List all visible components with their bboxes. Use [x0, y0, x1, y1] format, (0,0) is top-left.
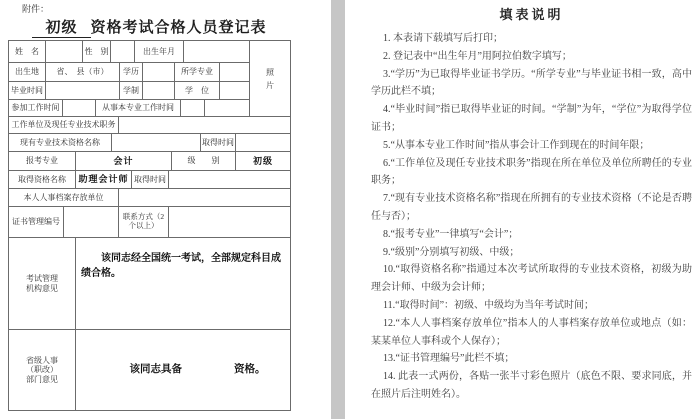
exam-major-label: 报考专业 [9, 152, 76, 170]
instruction-item: 11.“取得时间”：初级、中级均为当年考试时间； [383, 299, 595, 311]
cert-number-label: 证书管理编号 [9, 207, 64, 237]
prov-opinion-prefix: 该同志具备 [129, 363, 182, 375]
provincial-dept-opinion-label [9, 330, 76, 410]
table-row [9, 63, 249, 82]
table-row [9, 82, 249, 100]
work-start-time-input-cell[interactable] [63, 100, 96, 116]
contact-label: 联系方式（2个以上） [119, 207, 169, 237]
current-qualification-input-cell[interactable] [112, 134, 201, 151]
work-start-time-label: 参加工作时间 [9, 100, 63, 116]
instruction-item: 12.“本人人事档案存放单位”指本人的人事档案存放单位或地点（如：某某单位人事科或个人保存）； [371, 317, 692, 347]
cert-number-input-cell[interactable] [64, 207, 119, 237]
level-label: 级 别 [172, 152, 236, 170]
name-input-cell[interactable] [46, 41, 83, 62]
photo-placeholder-cell [249, 41, 290, 116]
graduation-time-input-cell[interactable] [46, 82, 120, 99]
photo-label: 照 [266, 67, 274, 77]
obtain-time-2-label: 取得时间 [132, 171, 169, 188]
instruction-item: 2. 登记表中“出生年月”用阿拉伯数字填写； [383, 50, 572, 62]
schooling-years-input-cell[interactable] [143, 82, 175, 99]
table-row [9, 330, 290, 410]
birth-place-label: 出生地 [9, 63, 46, 81]
page-divider [331, 0, 345, 419]
contact-input-cell[interactable] [169, 207, 290, 237]
prof-work-time-input-cell[interactable] [181, 100, 205, 116]
exam-org-label-line: 机构意见 [26, 283, 58, 293]
instruction-item: 6.“工作单位及现任专业技术职务”指现在所在单位及单位所聘任的专业职务； [371, 157, 692, 187]
birth-date-input-cell[interactable] [184, 41, 249, 62]
level-value: 初级 [252, 155, 273, 166]
instructions-list [371, 30, 692, 404]
form-title [8, 16, 291, 38]
registration-table [8, 40, 291, 411]
prof-work-time-input-cell-2[interactable] [205, 100, 249, 116]
instruction-item: 14. 此表一式两份，各贴一张半寸彩色照片（底色不限、要求同底，并在照片后注明姓名）。 [371, 371, 692, 400]
form-page [0, 0, 331, 419]
birth-place-input-cell[interactable]: 省、 县（市） [46, 63, 120, 81]
table-row [9, 171, 290, 189]
instruction-item: 3.“学历”为已取得毕业证书学历。“所学专业”与毕业证书相一致，高中学历此栏不填； [371, 68, 692, 98]
prof-work-time-label: 从事本专业工作时间 [96, 100, 181, 116]
graduation-time-label: 毕业时间 [9, 82, 46, 99]
major-studied-input-cell[interactable] [220, 63, 249, 81]
current-qualification-label: 现有专业技术资格名称 [9, 134, 112, 151]
exam-org-opinion-text: 该同志经全国统一考试，全部规定科目成绩合格。 [81, 253, 281, 279]
employer-title-input-cell[interactable] [119, 117, 290, 133]
degree-input-cell[interactable] [220, 82, 249, 99]
name-label: 姓 名 [9, 41, 46, 62]
table-row [9, 152, 290, 171]
table-row [9, 207, 290, 238]
instruction-item: 8.“报考专业”一律填写“会计”； [383, 228, 519, 240]
instruction-item: 13.“证书管理编号”此栏不填； [383, 353, 515, 365]
exam-major-value: 会计 [76, 152, 172, 170]
exam-org-label-line: 考试管理 [26, 274, 58, 284]
birth-date-label: 出生年月 [135, 41, 184, 62]
education-input-cell[interactable] [143, 63, 175, 81]
form-title-level-blank: 初级 [32, 16, 90, 38]
degree-label: 学 位 [175, 82, 220, 99]
archive-unit-label: 本人人事档案存放单位 [9, 189, 119, 206]
major-studied-label: 所学专业 [175, 63, 220, 81]
provincial-dept-opinion-text [76, 330, 290, 410]
instruction-item: 4.“毕业时间”指已取得毕业证的时间。“学制”为年，“学位”为取得学位证书； [371, 104, 692, 133]
qualification-name-value: 助理会计师 [76, 171, 132, 188]
prov-label-line: 部门意见 [26, 374, 58, 384]
gender-input-cell[interactable] [111, 41, 135, 62]
form-title-text: 资格考试合格人员登记表 [90, 20, 267, 36]
prov-label-line: 省级人事 [26, 356, 58, 366]
instruction-item: 7.“现有专业技术资格名称”指现在所拥有的专业技术资格（不论是否聘任与否）； [371, 193, 692, 222]
table-row [9, 134, 290, 152]
obtain-time-2-input-cell[interactable] [169, 171, 290, 188]
obtain-time-label: 取得时间 [201, 134, 236, 151]
photo-label: 片 [266, 80, 274, 90]
education-label: 学历 [120, 63, 143, 81]
employer-title-label: 工作单位及现任专业技术职务 [9, 117, 119, 133]
table-row [9, 41, 249, 63]
attachment-label: 附件： [22, 4, 50, 14]
exam-org-opinion-label [9, 238, 76, 329]
prov-label-line: （职改） [26, 365, 58, 375]
obtain-time-input-cell[interactable] [236, 134, 290, 151]
instruction-item: 5.“从事本专业工作时间”指从事会计工作到现在的时间年限； [383, 139, 650, 151]
instruction-item: 10.“取得资格名称”指通过本次考试所取得的专业技术资格，初级为助理会计师、中级为会计师； [371, 264, 692, 294]
table-row [9, 238, 290, 330]
table-row [9, 189, 290, 207]
instruction-item: 1. 本表请下载填写后打印； [383, 33, 503, 44]
instruction-item: 9.“级别”分别填写初级、中级； [383, 246, 520, 258]
qualification-name-label: 取得资格名称 [9, 171, 76, 188]
table-row [9, 100, 249, 116]
table-row [9, 117, 290, 134]
schooling-years-label: 学制 [120, 82, 143, 99]
prov-opinion-suffix: 资格。 [234, 363, 266, 375]
gender-label: 性 别 [83, 41, 111, 62]
instructions-title: 填表说明 [499, 7, 564, 22]
table-top-section [9, 41, 290, 117]
instructions-page [345, 0, 700, 419]
archive-unit-input-cell[interactable] [119, 189, 290, 206]
